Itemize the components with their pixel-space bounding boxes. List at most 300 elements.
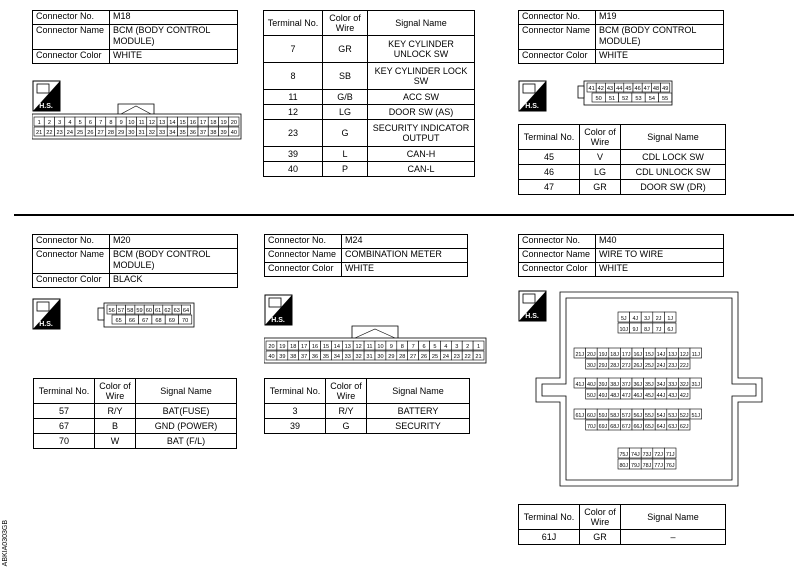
pin-label: 45 (625, 85, 632, 92)
svg-text:H.S.: H.S. (39, 103, 53, 110)
figure-code: ABKIA0303GB (2, 520, 9, 567)
table-row (34, 404, 237, 419)
signal-name-cell: DOOR SW (AS) (368, 105, 475, 120)
pin-label: 80J (619, 462, 629, 469)
pin-label: 6 (88, 119, 92, 126)
connector-latch-mark (121, 106, 151, 114)
pin-label: 34 (169, 129, 176, 136)
pin-label: 20 (230, 119, 237, 126)
m19-connector-color: WHITE (596, 50, 724, 64)
table-row (519, 150, 726, 165)
pin-label: 26J (633, 362, 643, 369)
pin-label: 64J (656, 423, 666, 430)
pin-label: 13 (344, 343, 351, 350)
pin-label: 36 (189, 129, 196, 136)
pin-label: 20J (587, 351, 596, 358)
pin-label: 26 (87, 129, 94, 136)
m40-connector-name: WIRE TO WIRE (596, 249, 724, 263)
svg-text:H.S.: H.S. (525, 103, 539, 110)
pin-label: 15 (322, 343, 330, 350)
signal-name-cell: CAN-H (368, 147, 475, 162)
pin-label: 63J (668, 423, 677, 430)
hs-icon (519, 81, 546, 111)
m20-connector-no: M20 (110, 235, 238, 249)
pin-label: 39J (598, 381, 608, 388)
pin-label: 47J (621, 392, 631, 399)
pin-label: 58J (610, 412, 619, 419)
terminal-no-cell: 67 (34, 419, 95, 434)
signal-name-cell: CAN-L (368, 162, 475, 177)
pin-label: 51J (691, 412, 701, 419)
pin-label: 73J (642, 451, 652, 458)
pin-label: 15 (179, 119, 186, 126)
pin-label: 6 (422, 343, 426, 350)
pin-label: 21 (475, 353, 482, 360)
pin-label: 46J (633, 392, 643, 399)
pin-label: 40J (587, 381, 596, 388)
wire-color-cell: LG (323, 105, 368, 120)
pin-label: 32 (355, 353, 362, 360)
wire-color-cell: GR (323, 36, 368, 63)
signal-name-cell: KEY CYLINDER LOCK SW (368, 63, 475, 90)
terminal-no-cell: 12 (264, 105, 323, 120)
pin-label: 38 (290, 353, 297, 360)
m18-signal-table: Terminal No. Color of Wire Signal Name 7 GR KEY CYLINDER UNLOCK SW 8 SB KEY CYLINDER LOCK SW 11 G/B ACC SW 12 LG DOOR SW (AS) 23 G SECURITY INDICATOR OUTPUT 39 L CAN-H 40 P CAN-L (263, 10, 475, 177)
hs-icon (519, 291, 546, 321)
pin-label: 56 (108, 307, 115, 314)
pin-label: 27 (97, 129, 104, 136)
table-row (264, 162, 475, 177)
pin-label: 57 (117, 307, 125, 314)
pin-label: 22 (46, 129, 53, 136)
wire-color-cell: G (326, 419, 367, 434)
wire-color-cell: G (323, 120, 368, 147)
pin-label: 7J (655, 326, 662, 333)
pin-label: 17 (200, 119, 207, 126)
pin-label: 9 (119, 119, 123, 126)
signal-name-cell: BAT(FUSE) (136, 404, 237, 419)
m18-connector-color: WHITE (110, 50, 238, 64)
pin-label: 49 (662, 85, 669, 92)
pin-label: 60J (587, 412, 596, 419)
pin-label: 21J (575, 351, 585, 358)
pin-label: 42 (597, 85, 604, 92)
svg-text:H.S.: H.S. (525, 313, 539, 320)
pin-label: 56J (633, 412, 643, 419)
pin-label: 37 (200, 129, 207, 136)
table-row (264, 120, 475, 147)
signal-name-cell: BAT (F/L) (136, 434, 237, 449)
pin-label: 74J (631, 451, 640, 458)
wire-color-cell: P (323, 162, 368, 177)
m19-connector-name: BCM (BODY CONTROL MODULE) (596, 25, 724, 50)
pin-label: 10J (619, 326, 629, 333)
pin-label: 33 (159, 129, 166, 136)
signal-name-cell: CDL LOCK SW (621, 150, 726, 165)
terminal-no-cell: 7 (264, 36, 323, 63)
pin-label: 30J (587, 362, 596, 369)
pin-label: 31 (366, 353, 373, 360)
pin-label: 33 (344, 353, 351, 360)
table-row (264, 36, 475, 63)
m19-connector-no: M19 (596, 11, 724, 25)
m18-connector-face (32, 80, 242, 140)
pin-label: 55 (662, 95, 669, 102)
pin-label: 68J (610, 423, 619, 430)
m40-connector-color: WHITE (596, 263, 724, 277)
pin-label: 14 (333, 343, 340, 350)
table-row (264, 90, 475, 105)
pin-label: 24 (442, 353, 449, 360)
pin-label: 25 (77, 129, 84, 136)
pin-label: 10 (128, 119, 135, 126)
pin-label: 7 (99, 119, 103, 126)
wire-color-cell: LG (580, 165, 621, 180)
m24-connector-color: WHITE (342, 263, 468, 277)
hs-icon (33, 81, 60, 111)
pin-label: 10 (377, 343, 384, 350)
pin-label: 8J (644, 326, 650, 333)
pin-label: 13J (668, 351, 677, 358)
pin-label: 61J (575, 412, 585, 419)
pin-label: 18J (610, 351, 619, 358)
signal-name-cell: SECURITY INDICATOR OUTPUT (368, 120, 475, 147)
connector-latch-mark (355, 329, 395, 338)
signal-name-cell: GND (POWER) (136, 419, 237, 434)
pin-label: 9 (389, 343, 393, 350)
pin-label: 38J (610, 381, 619, 388)
terminal-no-cell: 8 (264, 63, 323, 90)
pin-label: 3 (455, 343, 459, 350)
pin-label: 12 (355, 343, 362, 350)
terminal-no-cell: 11 (264, 90, 323, 105)
pin-label: 65 (115, 317, 122, 324)
pin-label: 2 (466, 343, 470, 350)
pin-label: 53 (635, 95, 642, 102)
connector-latch (98, 308, 104, 320)
pin-label: 54 (648, 95, 655, 102)
pin-label: 67J (621, 423, 631, 430)
m40-connector-no: M40 (596, 235, 724, 249)
signal-name-cell: – (621, 530, 726, 545)
hs-icon (265, 295, 292, 325)
table-row (519, 530, 726, 545)
pin-label: 34J (656, 381, 666, 388)
pin-label: 76J (665, 462, 675, 469)
pin-label: 25 (431, 353, 439, 360)
pin-label: 25J (645, 362, 654, 369)
pin-label: 50 (595, 95, 602, 102)
wire-color-cell: GR (580, 530, 621, 545)
pin-label: 23J (668, 362, 677, 369)
pin-label: 68 (155, 317, 162, 324)
pin-label: 47 (643, 85, 650, 92)
m24-connector-name: COMBINATION METER (342, 249, 468, 263)
wire-color-cell: SB (323, 63, 368, 90)
pin-label: 43J (668, 392, 677, 399)
pin-label: 70J (587, 423, 596, 430)
pin-label: 7 (411, 343, 415, 350)
wire-color-cell: L (323, 147, 368, 162)
pin-label: 23 (453, 353, 460, 360)
pin-label: 4J (632, 315, 639, 322)
terminal-no-cell: 46 (519, 165, 580, 180)
wire-color-cell: GR (580, 180, 621, 195)
pin-label: 59J (598, 412, 608, 419)
m24-signal-table: Terminal No. Color of Wire Signal Name 3 R/Y BATTERY 39 G SECURITY (264, 378, 470, 434)
pin-label: 35 (322, 353, 330, 360)
table-row (265, 404, 470, 419)
pin-label: 4 (68, 119, 72, 126)
wire-color-cell: R/Y (95, 404, 136, 419)
pin-label: 51 (608, 95, 616, 102)
pin-label: 40 (230, 129, 237, 136)
pin-label: 28 (107, 129, 114, 136)
pin-label: 52 (622, 95, 629, 102)
pin-label: 43 (606, 85, 614, 92)
pin-label: 53J (668, 412, 677, 419)
pin-label: 49J (598, 392, 608, 399)
pin-label: 29J (598, 362, 608, 369)
m20-signal-table: Terminal No. Color of Wire Signal Name 57 R/Y BAT(FUSE) 67 B GND (POWER) 70 W BAT (F/L) (33, 378, 237, 449)
pin-label: 24 (66, 129, 73, 136)
table-row (264, 63, 475, 90)
pin-label: 12J (679, 351, 689, 358)
pin-label: 20 (268, 343, 275, 350)
m20-connector-face (32, 298, 212, 334)
terminal-no-cell: 3 (265, 404, 326, 419)
terminal-no-cell: 45 (519, 150, 580, 165)
wire-color-cell: B (95, 419, 136, 434)
pin-label: 45J (645, 392, 654, 399)
pin-label: 19 (279, 343, 286, 350)
signal-name-cell: ACC SW (368, 90, 475, 105)
pin-label: 78J (642, 462, 652, 469)
pin-label: 17J (621, 351, 631, 358)
pin-label: 69 (168, 317, 175, 324)
pin-label: 44 (616, 85, 623, 92)
pin-label: 33J (668, 381, 677, 388)
pin-label: 40 (268, 353, 275, 360)
signal-name-cell: CDL UNLOCK SW (621, 165, 726, 180)
pin-label: 18 (290, 343, 297, 350)
pin-label: 30 (128, 129, 135, 136)
wire-color-cell: V (580, 150, 621, 165)
m24-connector-no: M24 (342, 235, 468, 249)
pin-label: 12 (148, 119, 155, 126)
pin-label: 67 (142, 317, 149, 324)
wire-color-cell: W (95, 434, 136, 449)
pin-label: 21 (36, 129, 43, 136)
pin-label: 54J (656, 412, 666, 419)
pin-label: 41J (575, 381, 585, 388)
pin-label: 22J (679, 362, 689, 369)
pin-label: 14J (656, 351, 666, 358)
pin-label: 63 (173, 307, 180, 314)
hs-icon (33, 299, 60, 329)
pin-label: 57J (621, 412, 631, 419)
pin-label: 39 (220, 129, 227, 136)
table-row (265, 419, 470, 434)
pin-label: 16 (189, 119, 196, 126)
signal-name-cell: KEY CYLINDER UNLOCK SW (368, 36, 475, 63)
table-row (34, 434, 237, 449)
table-row (519, 165, 726, 180)
pin-label: 32 (148, 129, 155, 136)
pin-label: 59 (136, 307, 143, 314)
pin-label: 17 (301, 343, 308, 350)
pin-label: 58 (127, 307, 134, 314)
pin-label: 71J (665, 451, 675, 458)
pin-label: 29 (388, 353, 395, 360)
pin-label: 55J (645, 412, 654, 419)
pin-label: 9J (632, 326, 639, 333)
pin-label: 5 (78, 119, 82, 126)
terminal-no-cell: 39 (264, 147, 323, 162)
pin-label: 70 (182, 317, 189, 324)
pin-label: 27J (621, 362, 631, 369)
pin-label: 6J (667, 326, 674, 333)
pin-label: 72J (654, 451, 663, 458)
pin-label: 37 (301, 353, 308, 360)
pin-label: 61 (155, 307, 162, 314)
m24-connector-info: Connector No. M24 Connector Name COMBINATION METER Connector Color WHITE (264, 234, 468, 277)
terminal-no-cell: 61J (519, 530, 580, 545)
pin-label: 4 (444, 343, 448, 350)
terminal-no-cell: 23 (264, 120, 323, 147)
pin-label: 31 (138, 129, 145, 136)
pin-label: 35J (645, 381, 654, 388)
pin-label: 24J (656, 362, 666, 369)
pin-label: 3J (644, 315, 650, 322)
pin-label: 28J (610, 362, 619, 369)
m20-connector-info: Connector No. M20 Connector Name BCM (BODY CONTROL MODULE) Connector Color BLACK (32, 234, 238, 288)
pin-label: 41 (588, 85, 595, 92)
pin-label: 29 (118, 129, 125, 136)
pin-label: 36J (633, 381, 643, 388)
table-row (264, 147, 475, 162)
pin-label: 36 (311, 353, 319, 360)
pin-label: 62J (679, 423, 689, 430)
pin-label: 2 (47, 119, 51, 126)
svg-text:H.S.: H.S. (39, 321, 53, 328)
pin-label: 60 (145, 307, 152, 314)
pin-label: 3 (58, 119, 62, 126)
m40-connector-face (518, 290, 798, 490)
terminal-no-cell: 57 (34, 404, 95, 419)
signal-name-cell: BATTERY (367, 404, 470, 419)
pin-label: 62 (164, 307, 171, 314)
pin-label: 19J (598, 351, 608, 358)
pin-label: 1 (37, 119, 41, 126)
m18-connector-info: Connector No. M18 Connector Name BCM (BODY CONTROL MODULE) Connector Color WHITE (32, 10, 238, 64)
pin-label: 50J (587, 392, 596, 399)
m19-connector-info: Connector No. M19 Connector Name BCM (BODY CONTROL MODULE) Connector Color WHITE (518, 10, 724, 64)
terminal-no-cell: 40 (264, 162, 323, 177)
pin-label: 30 (377, 353, 384, 360)
pin-label: 22 (464, 353, 471, 360)
pin-label: 66 (128, 317, 136, 324)
section-divider (14, 214, 794, 216)
table-row (264, 105, 475, 120)
m40-connector-info: Connector No. M40 Connector Name WIRE TO WIRE Connector Color WHITE (518, 234, 724, 277)
pin-label: 5J (620, 315, 627, 322)
pin-label: 34 (333, 353, 340, 360)
pin-label: 31J (691, 381, 701, 388)
pin-label: 23 (56, 129, 63, 136)
pin-label: 11J (691, 351, 700, 358)
wire-color-cell: R/Y (326, 404, 367, 419)
m20-connector-color: BLACK (110, 274, 238, 288)
pin-label: 16J (633, 351, 643, 358)
signal-name-cell: SECURITY (367, 419, 470, 434)
pin-label: 5 (433, 343, 437, 350)
m20-connector-name: BCM (BODY CONTROL MODULE) (110, 249, 238, 274)
svg-text:H.S.: H.S. (271, 317, 285, 324)
pin-label: 64 (182, 307, 190, 314)
pin-label: 15J (645, 351, 654, 358)
m19-connector-face (518, 80, 678, 116)
pin-label: 42J (679, 392, 689, 399)
signal-name-cell: DOOR SW (DR) (621, 180, 726, 195)
table-row (519, 180, 726, 195)
pin-label: 35 (179, 129, 186, 136)
pin-label: 66J (633, 423, 643, 430)
pin-label: 27 (410, 353, 417, 360)
terminal-no-cell: 70 (34, 434, 95, 449)
pin-label: 2J (655, 315, 662, 322)
pin-label: 14 (169, 119, 176, 126)
connector-latch (578, 86, 584, 98)
m24-connector-face (264, 294, 489, 366)
pin-label: 46 (634, 85, 641, 92)
pin-label: 1J (667, 315, 674, 322)
wire-color-cell: G/B (323, 90, 368, 105)
table-row (34, 419, 237, 434)
pin-label: 37J (621, 381, 631, 388)
pin-label: 79J (631, 462, 640, 469)
pin-label: 13 (159, 119, 166, 126)
pin-label: 1 (476, 343, 481, 350)
pin-label: 44J (656, 392, 666, 399)
pin-label: 18 (210, 119, 217, 126)
pin-label: 11 (366, 343, 373, 350)
pin-label: 26 (420, 353, 428, 360)
m40-signal-table: Terminal No. Color of Wire Signal Name 61J GR – (518, 504, 726, 545)
pin-label: 8 (400, 343, 404, 350)
pin-label: 28 (399, 353, 406, 360)
pin-label: 52J (679, 412, 689, 419)
pin-label: 39 (279, 353, 286, 360)
pin-label: 8 (109, 119, 113, 126)
pin-label: 48J (610, 392, 619, 399)
pin-label: 32J (679, 381, 689, 388)
m19-signal-table: Terminal No. Color of Wire Signal Name 45 V CDL LOCK SW 46 LG CDL UNLOCK SW 47 GR DOOR SW (DR) (518, 124, 726, 195)
pin-label: 38 (210, 129, 217, 136)
pin-label: 65J (645, 423, 654, 430)
m18-connector-name: BCM (BODY CONTROL MODULE) (110, 25, 238, 50)
pin-label: 19 (220, 119, 227, 126)
pin-label: 77J (654, 462, 663, 469)
pin-label: 11 (138, 119, 145, 126)
pin-label: 48 (652, 85, 660, 92)
terminal-no-cell: 47 (519, 180, 580, 195)
pin-label: 75J (619, 451, 629, 458)
pin-label: 69J (598, 423, 608, 430)
pin-label: 16 (311, 343, 319, 350)
terminal-no-cell: 39 (265, 419, 326, 434)
m18-connector-no: M18 (110, 11, 238, 25)
